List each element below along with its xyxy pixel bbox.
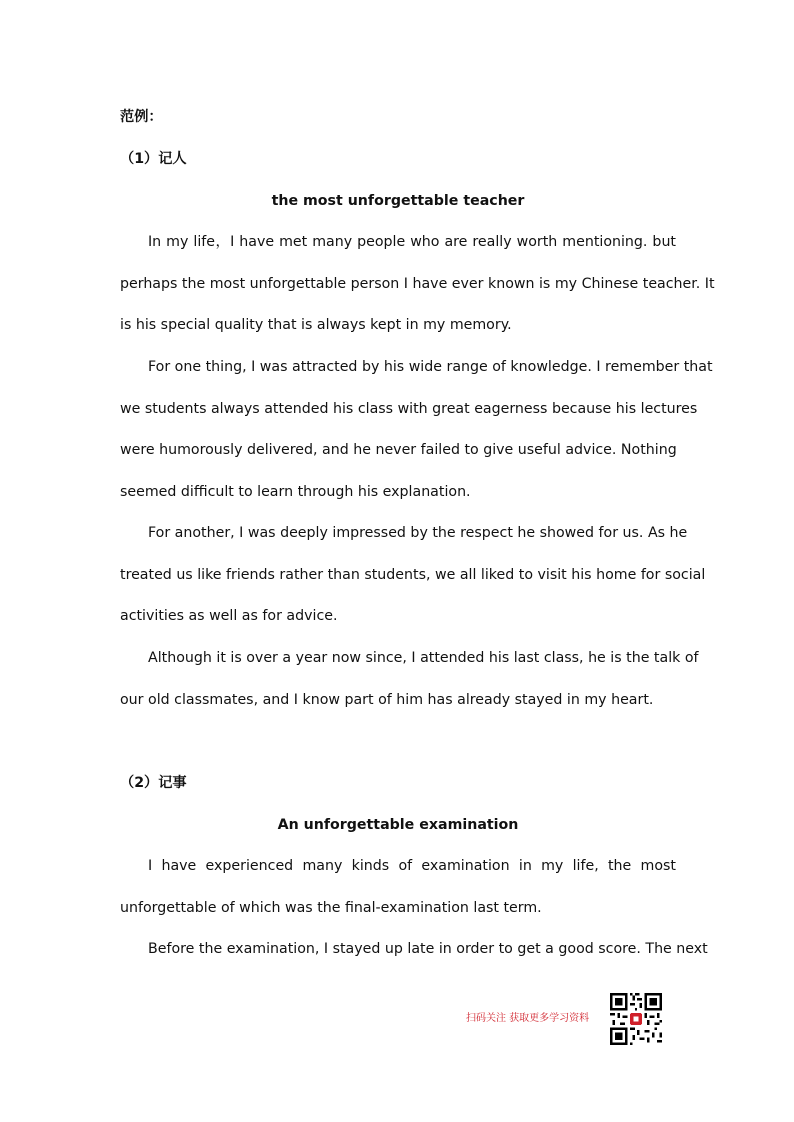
text-line: For one thing, I was attracted by his wide range of knowledge. I remember that (148, 359, 713, 375)
text-line: perhaps the most unforgettable person I have ever known is my Chinese teacher. It (120, 276, 715, 292)
text-line: seemed difficult to learn through his explanation. (120, 484, 471, 500)
text-line: we students always attended his class with great eagerness because his lectures (120, 401, 698, 417)
example-heading: 范例： (120, 109, 163, 125)
text-line: I have experienced many kinds of examination in my life, the most (148, 858, 676, 874)
text-line: our old classmates, and I know part of him has already stayed in my heart. (120, 692, 654, 708)
section-1-title: the most unforgettable teacher (271, 193, 525, 209)
text-line: were humorously delivered, and he never failed to give useful advice. Nothing (120, 442, 677, 458)
text-line: activities as well as for advice. (120, 608, 338, 624)
section-2-title: An unforgettable examination (277, 817, 519, 833)
section-1-label: （1）记人 (120, 151, 187, 167)
text-line: Although it is over a year now since, I attended his last class, he is the talk of (148, 650, 699, 666)
text-line: Before the examination, I stayed up late in order to get a good score. The next (148, 941, 708, 957)
text-line: is his special quality that is always kept in my memory. (120, 317, 512, 333)
section-2-label: （2）记事 (120, 775, 187, 791)
text-line: For another, I was deeply impressed by the respect he showed for us. As he (148, 525, 688, 541)
footer-promo-text: 扫码关注 获取更多学习资料 (466, 1013, 590, 1024)
text-line: treated us like friends rather than students, we all liked to visit his home for social (120, 567, 706, 583)
text-line: unforgettable of which was the final-examination last term. (120, 900, 542, 916)
qr-code-icon[interactable] (610, 993, 662, 1045)
text-line: In my life，I have met many people who are really worth mentioning. but (148, 234, 676, 250)
